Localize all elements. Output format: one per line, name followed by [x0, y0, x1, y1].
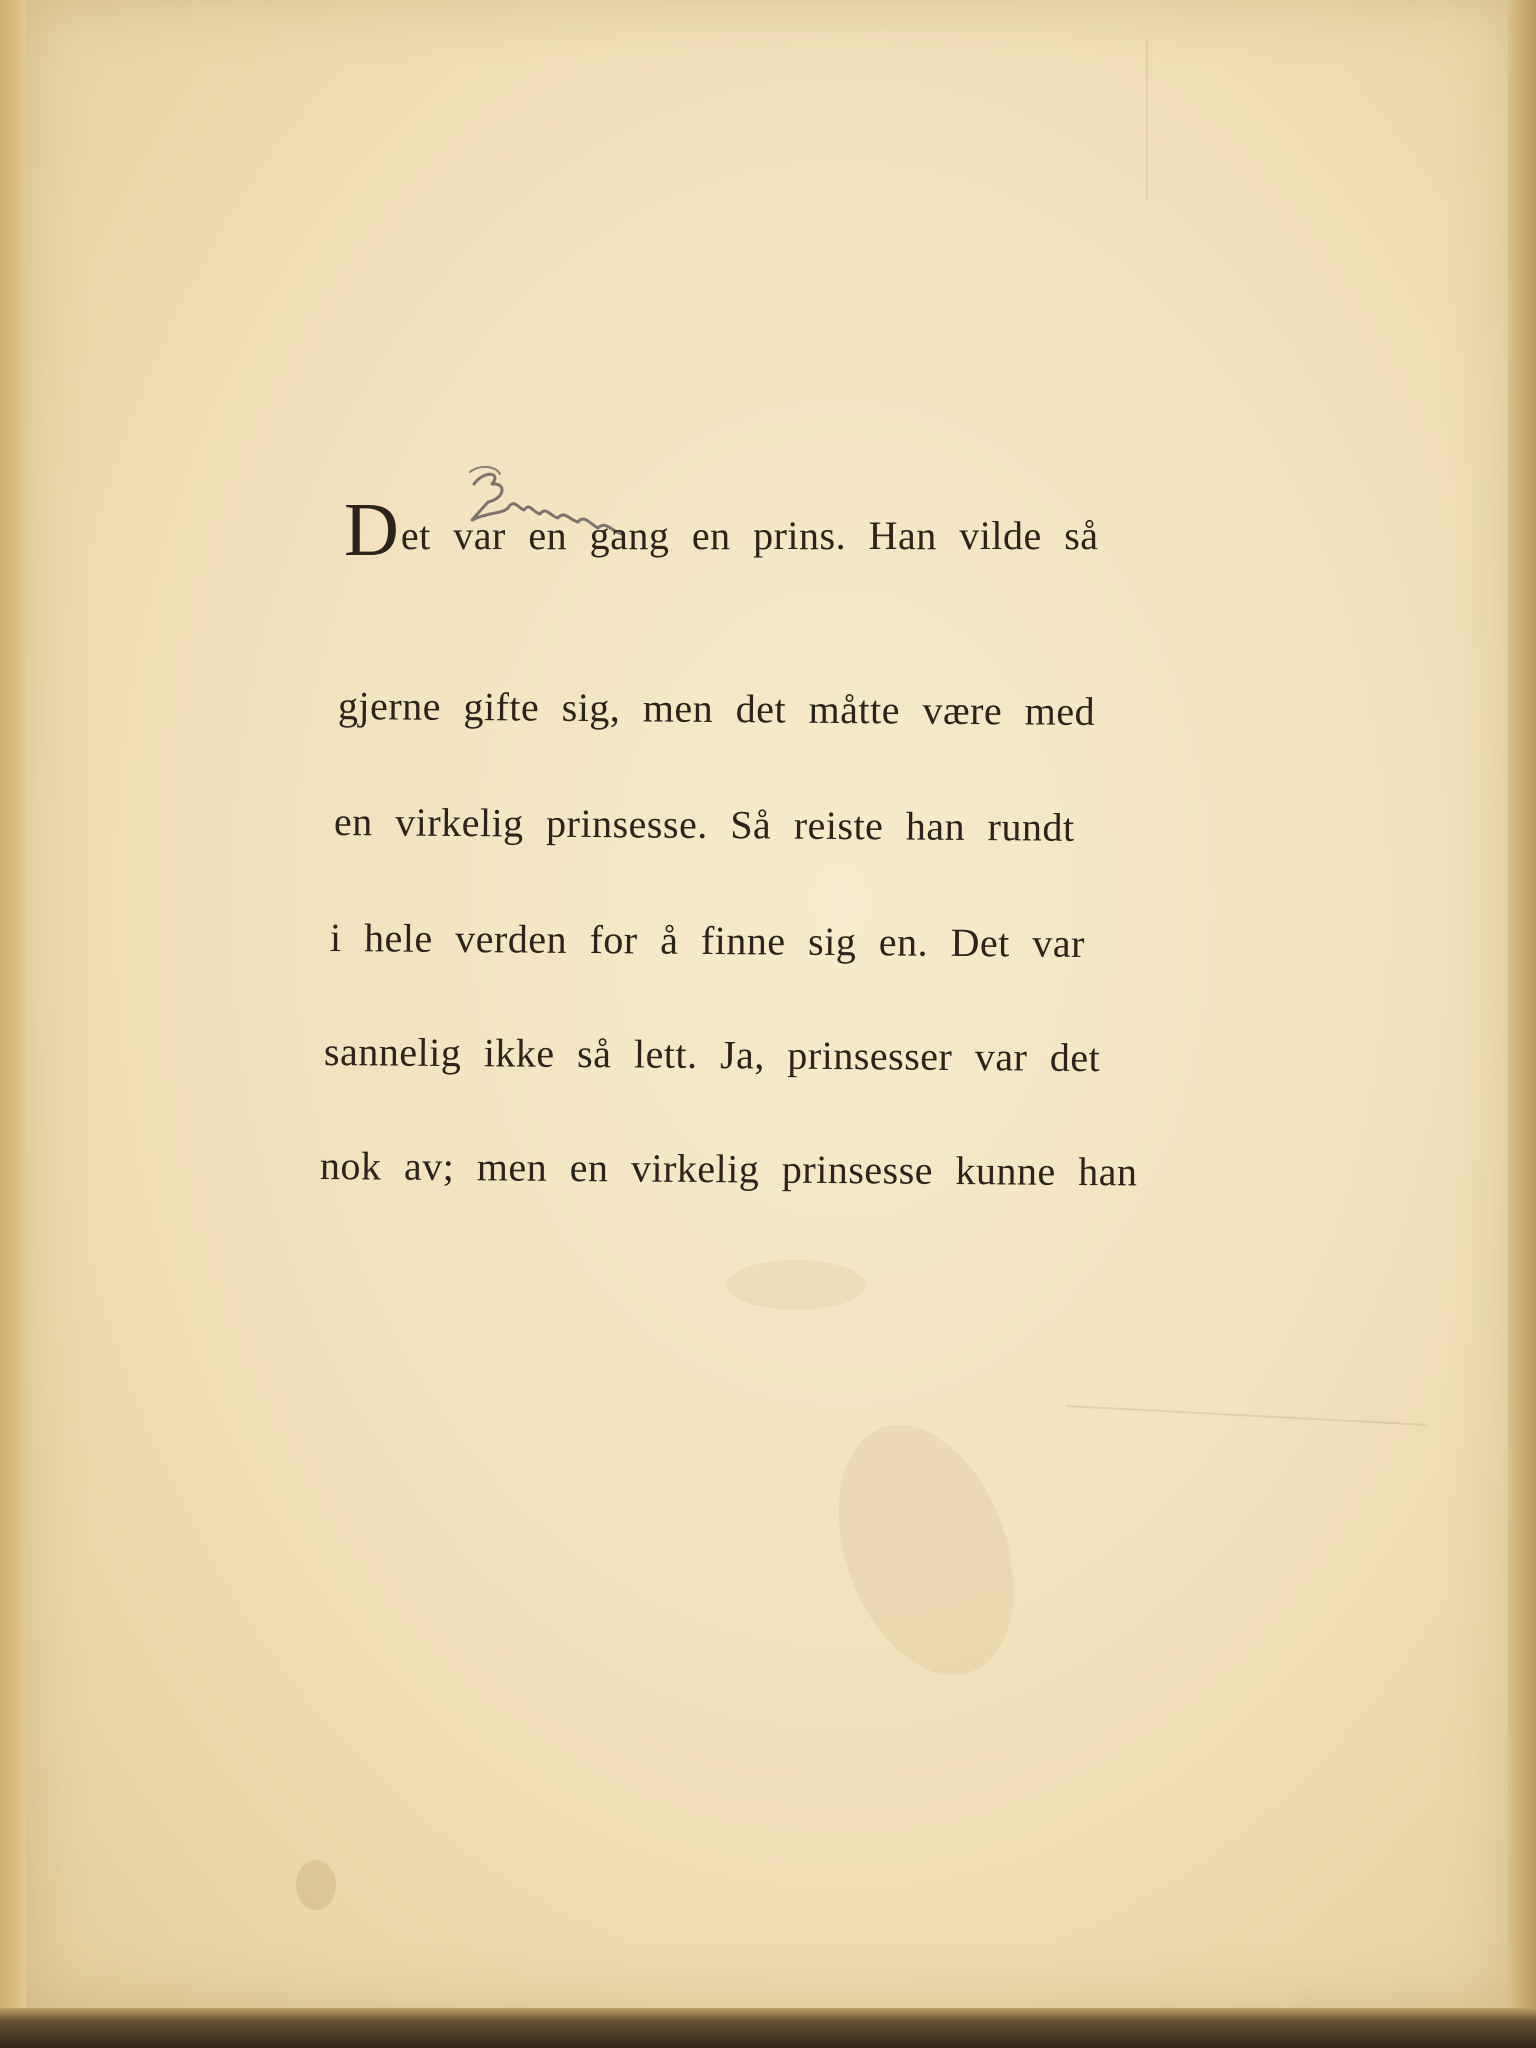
story-line-5 [324, 1028, 1101, 1081]
story-line-text: i hele verden for å finne sig en. Det var [329, 915, 1086, 966]
paper-crease [1146, 40, 1148, 200]
story-line-text: sannelig ikke så lett. Ja, prinsesser var det [323, 1029, 1101, 1081]
paper-stain [296, 1860, 336, 1910]
story-line-2 [338, 682, 1095, 735]
story-line-text: gjerne gifte sig, men det måtte være med [337, 683, 1096, 734]
story-line-text: en virkelig prinsesse. Så reiste han rundt [333, 799, 1075, 850]
story-line-4 [330, 914, 1085, 967]
story-line-1 [344, 488, 1099, 572]
story-line-6 [320, 1142, 1138, 1195]
book-page [26, 0, 1508, 2008]
story-line-3 [334, 798, 1075, 851]
page-stack-edge [1508, 0, 1536, 2010]
story-line-text: nok av; men en virkelig prinsesse kunne han [319, 1143, 1138, 1195]
drop-cap: D [344, 488, 399, 572]
story-line-text: et var en gang en prins. Han vilde så [400, 513, 1099, 558]
scanner-bottom-edge [0, 2008, 1536, 2048]
paper-stain [806, 1400, 1045, 1699]
paper-stain [726, 1260, 866, 1310]
paper-crease [1066, 1405, 1426, 1426]
